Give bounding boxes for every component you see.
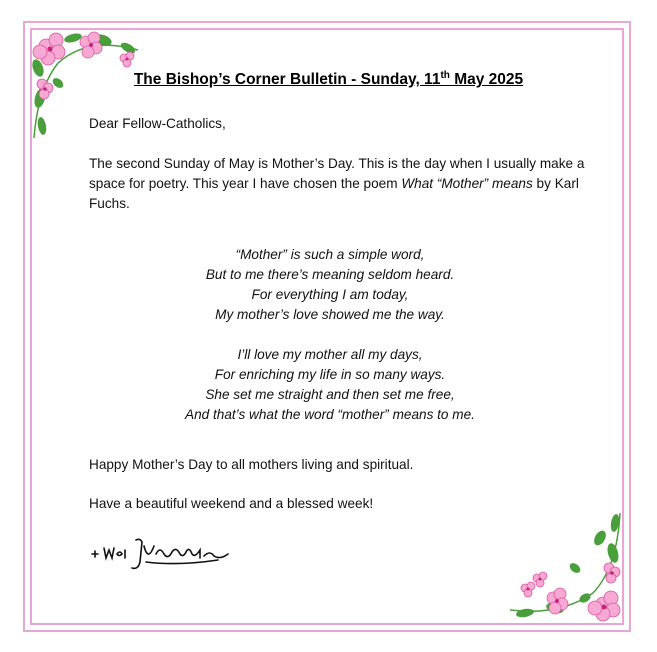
poem-line: My mother’s love showed me the way. [215,307,445,322]
intro-paragraph [89,154,609,214]
poem-stanza-2 [120,345,540,425]
poem-line: And that’s what the word “mother” means to me. [185,407,475,422]
poem-stanza-1 [120,245,540,325]
signature [88,532,238,572]
closing-line-2: Have a beautiful weekend and a blessed week! [89,496,374,511]
poem-line: “Mother” is such a simple word, [235,247,425,262]
floral-corner-bottom-right [505,508,627,626]
title-suffix: th [440,70,450,81]
intro-text: The second Sunday of May is Mother’s Day. This is the day when I usually make a space for poetry. This year I have chosen the poem [89,156,585,191]
greeting: Dear Fellow-Catholics, [89,116,226,131]
poem-title: What “Mother” means [401,176,533,191]
poem-line: For enriching my life in so many ways. [214,367,446,382]
poem-line: I’ll love my mother all my days, [237,347,423,362]
poem-line: But to me there’s meaning seldom heard. [205,267,455,282]
title-tail: May 2025 [449,71,524,89]
closing-line-1: Happy Mother’s Day to all mothers living and spiritual. [89,457,414,472]
bulletin-title [0,70,657,89]
poem-line: For everything I am today, [251,287,409,302]
poem-line: She set me straight and then set me free, [205,387,455,402]
title-main: The Bishop’s Corner Bulletin - Sunday, 11 [133,71,441,89]
intro-author: by Karl Fuchs. [89,176,579,211]
